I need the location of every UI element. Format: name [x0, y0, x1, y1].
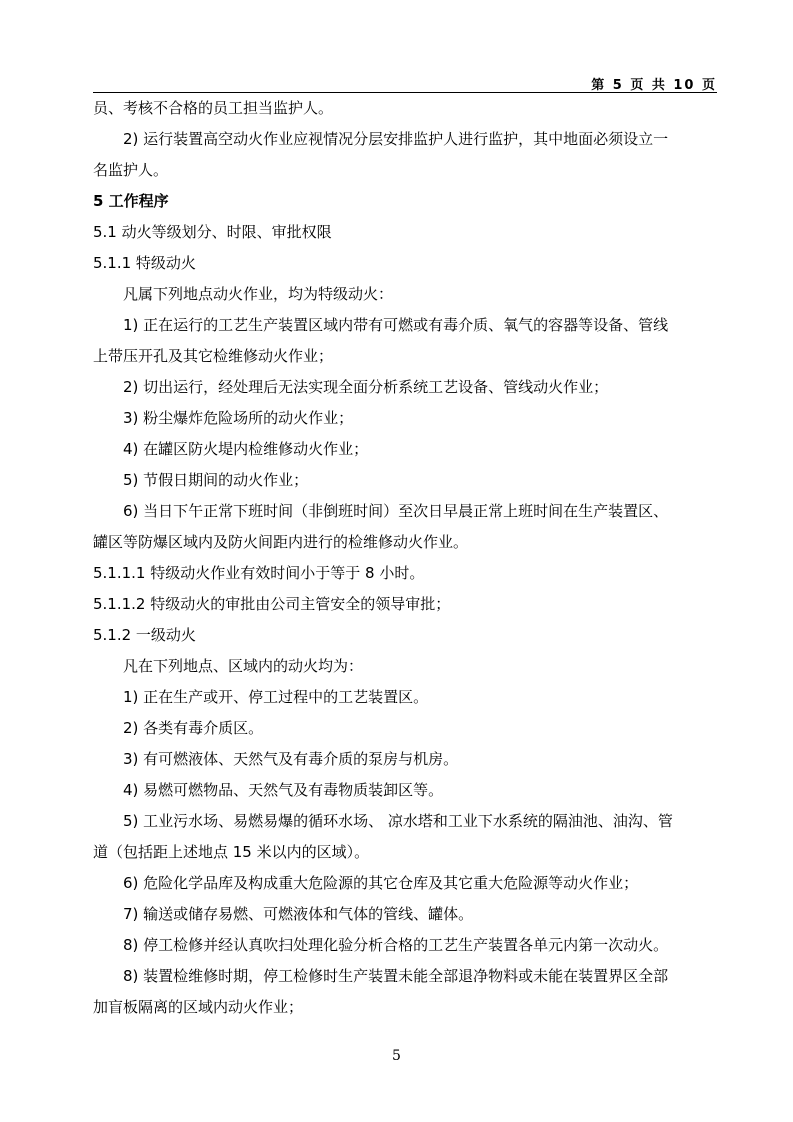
text-line: 5.1.2 一级动火: [93, 626, 196, 644]
text-line: 8) 停工检修并经认真吹扫处理化验分析合格的工艺生产装置各单元内第一次动火。: [123, 936, 669, 954]
text-line: 加盲板隔离的区域内动火作业；: [93, 998, 304, 1016]
text-line: 5.1.1.2 特级动火的审批由公司主管安全的领导审批；: [93, 595, 451, 613]
text-line: 2) 运行装置高空动火作业应视情况分层安排监护人进行监护，其中地面必须设立一: [123, 130, 669, 148]
text-line: 7) 输送或储存易燃、可燃液体和气体的管线、罐体。: [123, 905, 474, 923]
text-line: 上带压开孔及其它检维修动火作业；: [93, 347, 334, 365]
text-line: 5) 工业污水场、易燃易爆的循环水场、 凉水塔和工业下水系统的隔油池、油沟、管: [123, 812, 673, 830]
text-line: 4) 易燃可燃物品、天然气及有毒物质装卸区等。: [123, 781, 444, 799]
page-header-text: 第 5 页 共 10 页: [591, 78, 717, 93]
text-line: 6) 当日下午正常下班时间（非倒班时间）至次日早晨正常上班时间在生产装置区、: [123, 502, 669, 520]
text-line: 5) 节假日期间的动火作业；: [123, 471, 309, 489]
document-body: [93, 93, 717, 1023]
text-line: 罐区等防爆区域内及防火间距内进行的检维修动火作业。: [93, 533, 469, 551]
text-line: 2) 各类有毒介质区。: [123, 719, 264, 737]
section-heading: 5 工作程序: [93, 192, 169, 210]
text-line: 6) 危险化学品库及构成重大危险源的其它仓库及其它重大危险源等动火作业；: [123, 874, 639, 892]
text-line: 凡属下列地点动火作业，均为特级动火：: [123, 285, 394, 303]
text-line: 4) 在罐区防火堤内检维修动火作业；: [123, 440, 369, 458]
text-line: 2) 切出运行，经处理后无法实现全面分析系统工艺设备、管线动火作业；: [123, 378, 609, 396]
text-line: 3) 有可燃液体、天然气及有毒介质的泵房与机房。: [123, 750, 459, 768]
text-line: 5.1.1.1 特级动火作业有效时间小于等于 8 小时。: [93, 564, 425, 582]
text-line: 名监护人。: [93, 161, 169, 179]
text-line: 5.1.1 特级动火: [93, 254, 196, 272]
text-line: 3) 粉尘爆炸危险场所的动火作业；: [123, 409, 354, 427]
text-line: 凡在下列地点、区域内的动火均为：: [123, 657, 364, 675]
text-line: 5.1 动火等级划分、时限、审批权限: [93, 223, 332, 241]
page-header: [93, 72, 717, 93]
page-number: 5: [392, 1048, 401, 1064]
text-line: 1) 正在运行的工艺生产装置区域内带有可燃或有毒介质、氧气的容器等设备、管线: [123, 316, 669, 334]
text-line: 8) 装置检维修时期，停工检修时生产装置未能全部退净物料或未能在装置界区全部: [123, 967, 669, 985]
text-line: 员、考核不合格的员工担当监护人。: [93, 99, 334, 117]
text-line: 道（包括距上述地点 15 米以内的区域）。: [93, 843, 370, 861]
text-line: 1) 正在生产或开、停工过程中的工艺装置区。: [123, 688, 429, 706]
